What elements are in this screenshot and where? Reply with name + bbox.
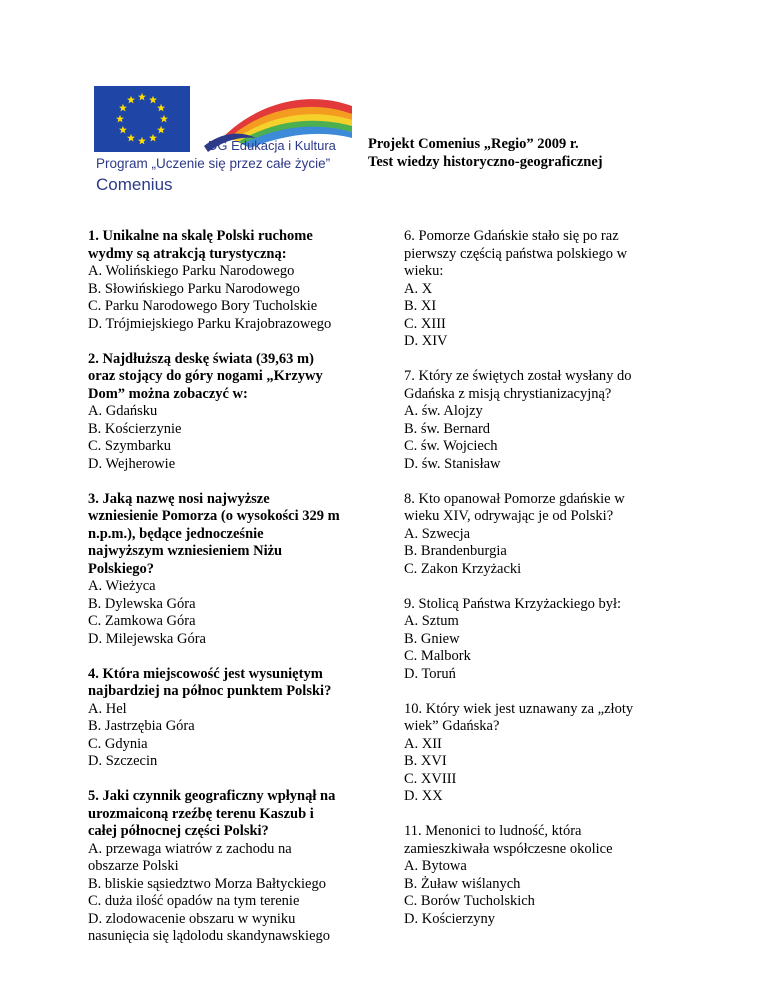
answer-option: A. przewaga wiatrów z zachodu na bbox=[88, 840, 292, 857]
flag-star-icon bbox=[138, 93, 146, 101]
document-header bbox=[368, 136, 603, 171]
answer-option: A. Szwecja bbox=[404, 525, 471, 542]
question-text-line: pierwszy częścią państwa polskiego w bbox=[404, 245, 628, 262]
answer-option: A. XII bbox=[404, 735, 442, 752]
answer-option: C. Zamkowa Góra bbox=[88, 613, 196, 629]
answer-option: C. Parku Narodowego Bory Tucholskie bbox=[88, 298, 318, 314]
flag-star-icon bbox=[149, 134, 157, 142]
question-text-line: wydmy są atrakcją turystyczną: bbox=[88, 245, 287, 262]
question-3 bbox=[404, 491, 664, 579]
question-text-line: 7. Który ze świętych został wysłany do bbox=[404, 368, 632, 384]
answer-option: D. XX bbox=[404, 788, 443, 804]
answer-option: D. zlodowacenie obszaru w wyniku bbox=[88, 910, 296, 927]
answer-option: B. Dylewska Góra bbox=[88, 595, 196, 612]
program-logo bbox=[94, 86, 364, 198]
question-text-line: Gdańska z misją chrystianizacyjną? bbox=[404, 385, 612, 402]
answer-option: C. św. Wojciech bbox=[404, 438, 498, 454]
question-text-line: 1. Unikalne na skalę Polski ruchome bbox=[88, 228, 313, 244]
question-text-line: 6. Pomorze Gdańskie stało się po raz bbox=[404, 228, 619, 244]
answer-option: A. św. Alojzy bbox=[404, 403, 483, 419]
question-text-line: 8. Kto opanował Pomorze gdańskie w bbox=[404, 490, 625, 507]
eu-flag-icon bbox=[94, 86, 190, 152]
question-5 bbox=[404, 701, 664, 806]
left-question-column bbox=[88, 228, 378, 963]
answer-option: B. bliskie sąsiedztwo Morza Bałtyckiego bbox=[88, 875, 326, 892]
answer-option: D. św. Stanisław bbox=[404, 455, 501, 472]
answer-option: B. Kościerzynie bbox=[88, 420, 182, 437]
answer-option: D. Milejewska Góra bbox=[88, 630, 206, 647]
question-1 bbox=[404, 228, 664, 351]
eu-stars bbox=[94, 86, 190, 152]
header-line-1: Projekt Comenius „Regio” 2009 r. bbox=[368, 136, 579, 152]
answer-option: A. Sztum bbox=[404, 613, 459, 629]
flag-star-icon bbox=[157, 126, 165, 134]
question-text-line: 11. Menonici to ludność, która bbox=[404, 823, 582, 839]
question-text-line: 9. Stolicą Państwa Krzyżackiego był: bbox=[404, 595, 622, 612]
question-1 bbox=[88, 228, 378, 333]
answer-option: C. XIII bbox=[404, 315, 446, 332]
answer-option: A. Wolińskiego Parku Narodowego bbox=[88, 263, 295, 279]
answer-option: obszarze Polski bbox=[88, 858, 179, 874]
answer-option: A. Hel bbox=[88, 700, 127, 717]
answer-option: A. Gdańsku bbox=[88, 403, 158, 419]
question-text-line: oraz stojący do góry nogami „Krzywy bbox=[88, 368, 323, 384]
flag-star-icon bbox=[119, 126, 127, 134]
answer-option: C. Borów Tucholskich bbox=[404, 893, 535, 909]
answer-option: A. Bytowa bbox=[404, 858, 467, 874]
question-4 bbox=[404, 596, 664, 684]
question-6 bbox=[404, 823, 664, 928]
answer-option: B. Słowińskiego Parku Narodowego bbox=[88, 280, 300, 297]
question-text-line: Dom” można zobaczyć w: bbox=[88, 385, 248, 402]
answer-option: B. Brandenburgia bbox=[404, 543, 507, 559]
answer-option: C. Szymbarku bbox=[88, 438, 171, 454]
answer-option: B. Żuław wiślanych bbox=[404, 875, 521, 892]
question-3 bbox=[88, 491, 378, 649]
question-text-line: n.p.m.), będące jednocześnie bbox=[88, 525, 264, 542]
question-text-line: 2. Najdłuższą deskę świata (39,63 m) bbox=[88, 350, 314, 367]
question-text-line: całej północnej części Polski? bbox=[88, 823, 269, 839]
question-text-line: wieku: bbox=[404, 263, 444, 279]
answer-option: B. XI bbox=[404, 298, 437, 314]
question-text-line: zamieszkiwała współczesne okolice bbox=[404, 840, 613, 857]
question-text-line: wiek” Gdańska? bbox=[404, 718, 500, 734]
question-text-line: Polskiego? bbox=[88, 560, 155, 577]
question-text-line: najbardziej na północ punktem Polski? bbox=[88, 683, 332, 699]
program-label: Program „Uczenie się przez całe życie” bbox=[96, 156, 331, 171]
comenius-label: Comenius bbox=[96, 175, 173, 194]
flag-star-icon bbox=[116, 115, 124, 123]
question-text-line: urozmaiconą rzeźbę terenu Kaszub i bbox=[88, 805, 314, 822]
right-question-column bbox=[404, 228, 664, 946]
question-text-line: najwyższym wzniesieniem Niżu bbox=[88, 543, 283, 559]
question-2 bbox=[404, 368, 664, 473]
question-text-line: wzniesienie Pomorza (o wysokości 329 m bbox=[88, 508, 340, 524]
flag-star-icon bbox=[149, 96, 157, 104]
answer-option: B. Jastrzębia Góra bbox=[88, 718, 195, 734]
answer-option: D. Toruń bbox=[404, 665, 456, 682]
flag-star-icon bbox=[138, 137, 146, 145]
question-5 bbox=[88, 788, 378, 946]
answer-option: C. Malbork bbox=[404, 648, 471, 664]
flag-star-icon bbox=[157, 104, 165, 112]
flag-star-icon bbox=[119, 104, 127, 112]
header-line-2: Test wiedzy historyczno-geograficznej bbox=[368, 153, 603, 170]
flag-star-icon bbox=[127, 96, 135, 104]
question-2 bbox=[88, 351, 378, 474]
answer-option: D. Kościerzyny bbox=[404, 910, 496, 927]
answer-option: B. Gniew bbox=[404, 630, 460, 647]
dg-label: DG Edukacja i Kultura bbox=[208, 138, 336, 153]
flag-star-icon bbox=[127, 134, 135, 142]
question-text-line: wieku XIV, odrywając je od Polski? bbox=[404, 508, 614, 524]
question-4 bbox=[88, 666, 378, 771]
answer-option: A. X bbox=[404, 280, 433, 297]
answer-option: nasunięcia się lądolodu skandynawskiego bbox=[88, 928, 331, 944]
answer-option: D. Trójmiejskiego Parku Krajobrazowego bbox=[88, 315, 332, 332]
answer-option: D. Szczecin bbox=[88, 753, 158, 769]
answer-option: C. Zakon Krzyżacki bbox=[404, 560, 522, 577]
question-text-line: 5. Jaki czynnik geograficzny wpłynął na bbox=[88, 788, 336, 804]
answer-option: D. Wejherowie bbox=[88, 455, 176, 472]
answer-option: A. Wieżyca bbox=[88, 578, 156, 594]
answer-option: C. Gdynia bbox=[88, 735, 148, 752]
flag-star-icon bbox=[160, 115, 168, 123]
answer-option: B. XVI bbox=[404, 753, 447, 769]
answer-option: C. XVIII bbox=[404, 770, 457, 787]
answer-option: C. duża ilość opadów na tym terenie bbox=[88, 893, 300, 909]
answer-option: B. św. Bernard bbox=[404, 420, 491, 437]
question-text-line: 3. Jaką nazwę nosi najwyższe bbox=[88, 490, 270, 507]
answer-option: D. XIV bbox=[404, 333, 448, 349]
question-text-line: 10. Który wiek jest uznawany za „złoty bbox=[404, 700, 634, 717]
question-text-line: 4. Która miejscowość jest wysuniętym bbox=[88, 665, 323, 682]
